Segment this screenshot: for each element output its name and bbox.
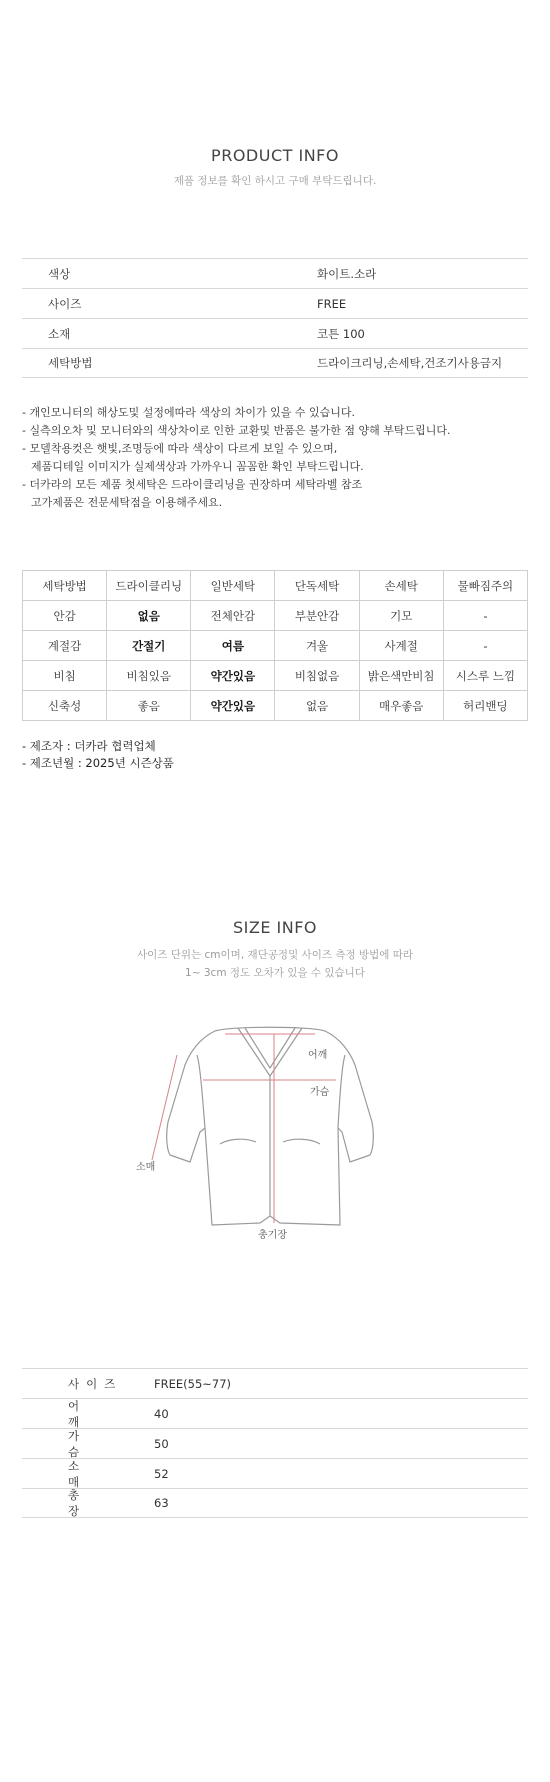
- size-label: 사이즈: [68, 1376, 123, 1391]
- property-option-cell: 겨울: [275, 631, 359, 661]
- size-info-title: SIZE INFO: [232, 918, 317, 937]
- product-info-subtitle: 제품 정보를 확인 하시고 구매 부탁드립니다.: [173, 175, 377, 187]
- property-option-cell: 밝은색만비침: [359, 661, 443, 691]
- property-option-cell: 없음: [107, 601, 191, 631]
- info-value: 코튼 100: [317, 326, 365, 341]
- maker-info: [22, 738, 174, 772]
- notice-line: 제품디테일 이미지가 실제색상과 가까우니 꼼꼼한 확인 부탁드립니다.: [31, 460, 364, 473]
- property-grid: [22, 570, 528, 721]
- size-row: [22, 1368, 528, 1398]
- size-row: [22, 1458, 528, 1488]
- property-option-cell: 비침없음: [275, 661, 359, 691]
- property-option-cell: -: [443, 631, 527, 661]
- size-value: 50: [154, 1436, 169, 1451]
- property-option-cell: 간절기: [107, 631, 191, 661]
- length-label: 총기장: [258, 1230, 287, 1241]
- notice-list: [22, 404, 450, 512]
- property-label-cell: 신축성: [23, 691, 107, 721]
- notice-line: - 실측의오차 및 모니터와의 색상차이로 인한 교환및 반품은 불가한 점 양해 부탁드립니다.: [22, 424, 451, 437]
- property-option-cell: 사계절: [359, 631, 443, 661]
- property-label-cell: 안감: [23, 601, 107, 631]
- size-value: 63: [154, 1496, 169, 1510]
- garment-diagram: [136, 1020, 390, 1241]
- product-info-table: [22, 258, 528, 378]
- info-row-size: [22, 288, 528, 318]
- size-value: FREE(55~77): [154, 1376, 232, 1391]
- size-info-subtitle-2: 1~ 3cm 정도 오차가 있을 수 있습니다: [185, 967, 365, 979]
- property-label-cell: 비침: [23, 661, 107, 691]
- property-option-cell: 물빠짐주의: [443, 571, 527, 601]
- property-option-cell: 여름: [191, 631, 275, 661]
- property-option-cell: -: [443, 601, 527, 631]
- size-label: 어깨: [68, 1398, 114, 1429]
- size-value: 40: [154, 1406, 169, 1421]
- property-option-cell: 약간있음: [191, 691, 275, 721]
- property-option-cell: 비침있음: [107, 661, 191, 691]
- info-label: 소재: [48, 326, 71, 341]
- notice-line: - 개인모니터의 해상도및 설정에따라 색상의 차이가 있을 수 있습니다.: [22, 406, 355, 419]
- property-option-cell: 기모: [359, 601, 443, 631]
- sleeve-measure-line: [152, 1055, 177, 1160]
- property-option-cell: 약간있음: [191, 661, 275, 691]
- property-option-cell: 매우좋음: [359, 691, 443, 721]
- size-table: [22, 1368, 528, 1518]
- size-label: 가슴: [68, 1428, 114, 1459]
- property-option-cell: 부분안감: [275, 601, 359, 631]
- info-value: 화이트.소라: [317, 266, 377, 281]
- property-row: [23, 691, 528, 721]
- size-label: 소매: [68, 1458, 114, 1489]
- property-label-cell: 세탁방법: [23, 571, 107, 601]
- notice-line: - 더카라의 모든 제품 첫세탁은 드라이클리닝을 권장하며 세탁라벨 참조: [22, 478, 363, 491]
- info-label: 사이즈: [48, 296, 82, 311]
- info-label: 세탁방법: [48, 356, 93, 370]
- size-label: 총장: [68, 1488, 114, 1518]
- size-value: 52: [154, 1466, 169, 1481]
- info-value: FREE: [317, 296, 347, 311]
- property-option-cell: 손세탁: [359, 571, 443, 601]
- manufacturer-text: - 제조자 : 더카라 협력업체: [22, 739, 156, 753]
- info-row-color: [22, 258, 528, 288]
- property-row: [23, 661, 528, 691]
- size-row: [22, 1428, 528, 1458]
- property-option-cell: 시스루 느낌: [443, 661, 527, 691]
- property-option-cell: 없음: [275, 691, 359, 721]
- size-row: [22, 1488, 528, 1518]
- property-option-cell: 단독세탁: [275, 571, 359, 601]
- property-option-cell: 전체안감: [191, 601, 275, 631]
- property-option-cell: 드라이클리닝: [107, 571, 191, 601]
- info-row-washing: [22, 348, 528, 378]
- property-option-cell: 허리밴딩: [443, 691, 527, 721]
- property-label-cell: 계절감: [23, 631, 107, 661]
- property-option-cell: 좋음: [107, 691, 191, 721]
- coat-outline: [167, 1027, 374, 1225]
- info-label: 색상: [48, 266, 71, 281]
- shoulder-label: 어깨: [308, 1050, 328, 1061]
- property-option-cell: 일반세탁: [191, 571, 275, 601]
- size-row: [22, 1398, 528, 1428]
- size-info-subtitle-1: 사이즈 단위는 cm이며, 재단공정및 사이즈 측정 방법에 따라: [137, 949, 413, 961]
- property-row: [23, 631, 528, 661]
- notice-line: 고가제품은 전문세탁점을 이용해주세요.: [31, 496, 223, 509]
- product-info-title: PRODUCT INFO: [211, 146, 339, 165]
- info-value: 드라이크리닝,손세탁,건조기사용금지: [317, 356, 503, 370]
- measurement-lines: [152, 1034, 336, 1223]
- property-row: [23, 571, 528, 601]
- chest-label: 가슴: [310, 1087, 330, 1098]
- notice-line: - 모델착용컷은 햇빛,조명등에 따라 색상이 다르게 보일 수 있으며,: [22, 442, 338, 455]
- info-row-material: [22, 318, 528, 348]
- property-row: [23, 601, 528, 631]
- manufacture-date-text: - 제조년월 : 2025년 시즌상품: [22, 756, 174, 770]
- sleeve-label: 소매: [136, 1162, 156, 1173]
